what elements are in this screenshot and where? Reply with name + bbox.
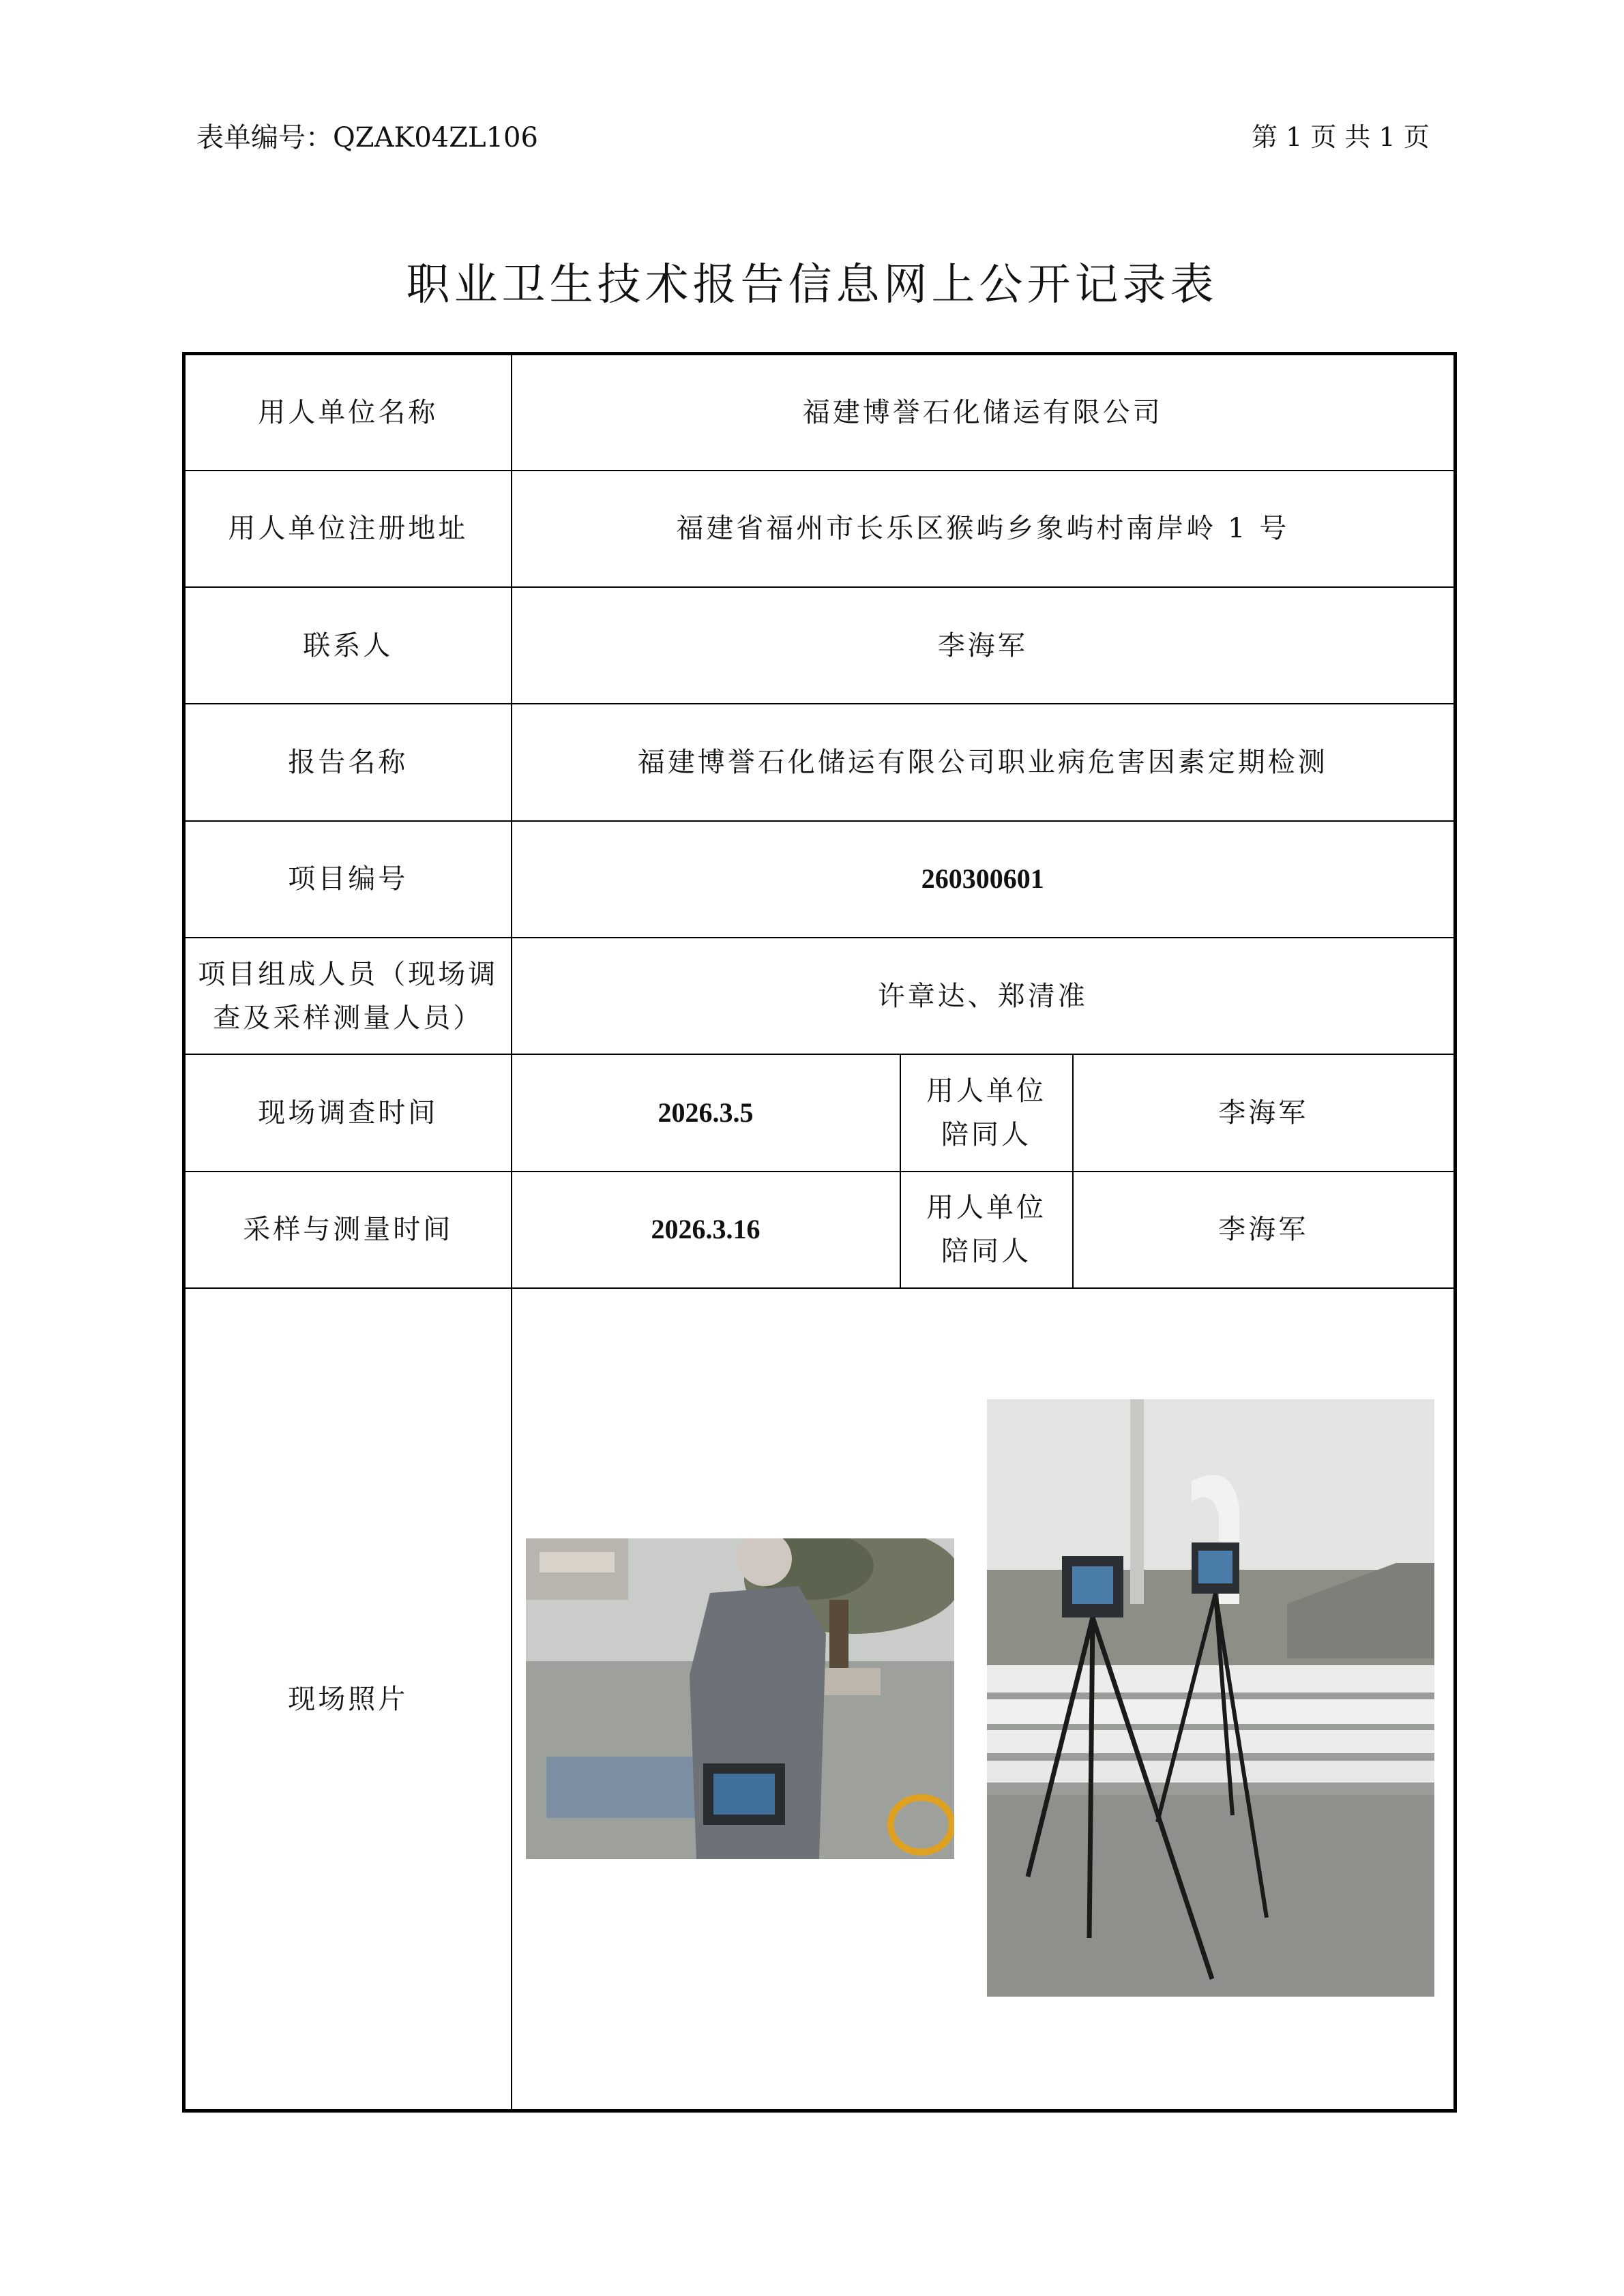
record-table xyxy=(182,352,1457,2113)
row-project-number xyxy=(184,821,1456,938)
row-project-members xyxy=(184,938,1456,1054)
site-photo-tripods xyxy=(987,1399,1434,1997)
row-employer-name xyxy=(184,354,1456,471)
row-report-name xyxy=(184,704,1456,820)
contact-value: 李海军 xyxy=(512,587,1456,704)
document-title: 职业卫生技术报告信息网上公开记录表 xyxy=(406,260,1218,310)
project-number-label: 项目编号 xyxy=(184,821,512,938)
row-sampling xyxy=(184,1172,1456,1288)
employer-name-label: 用人单位名称 xyxy=(184,354,512,471)
site-survey-escort-value: 李海军 xyxy=(1073,1054,1456,1171)
site-survey-date: 2026.3.5 xyxy=(512,1054,900,1171)
project-number-value: 260300601 xyxy=(512,821,1456,938)
site-photo-worker xyxy=(526,1538,954,1859)
sampling-escort-label: 用人单位陪同人 xyxy=(900,1172,1073,1288)
page-info: 第 1 页 共 1 页 xyxy=(1252,122,1430,152)
site-survey-label: 现场调查时间 xyxy=(184,1054,512,1171)
contact-label: 联系人 xyxy=(184,587,512,704)
row-employer-address xyxy=(184,471,1456,587)
report-name-value: 福建博誉石化储运有限公司职业病危害因素定期检测 xyxy=(512,704,1456,820)
project-members-value: 许章达、郑清准 xyxy=(512,938,1456,1054)
report-name-label: 报告名称 xyxy=(184,704,512,820)
form-number: 表单编号：QZAK04ZL106 xyxy=(196,122,538,153)
row-site-survey xyxy=(184,1054,1456,1171)
row-photos xyxy=(184,1288,1456,2111)
photos-label: 现场照片 xyxy=(184,1288,512,2111)
sampling-label: 采样与测量时间 xyxy=(184,1172,512,1288)
sampling-date: 2026.3.16 xyxy=(512,1172,900,1288)
project-members-label: 项目组成人员（现场调查及采样测量人员） xyxy=(184,938,512,1054)
photos-cell xyxy=(512,1288,1456,2111)
sampling-escort-value: 李海军 xyxy=(1073,1172,1456,1288)
employer-name-value: 福建博誉石化储运有限公司 xyxy=(512,354,1456,471)
employer-address-value: 福建省福州市长乐区猴屿乡象屿村南岸岭 1 号 xyxy=(512,471,1456,587)
employer-address-label: 用人单位注册地址 xyxy=(184,471,512,587)
site-survey-escort-label: 用人单位陪同人 xyxy=(900,1054,1073,1171)
row-contact xyxy=(184,587,1456,704)
